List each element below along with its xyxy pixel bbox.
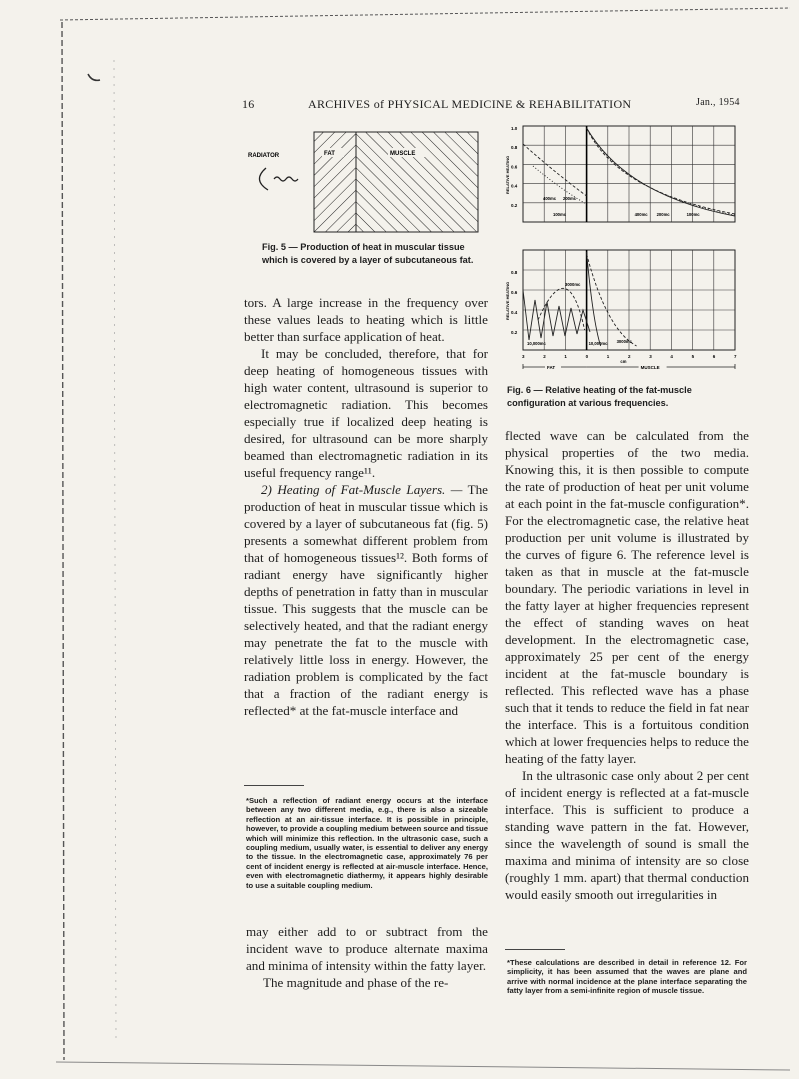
curve-muscle-200mc	[587, 128, 735, 215]
series-label: 10,000mc	[527, 341, 546, 346]
y-tick-label: 0.4	[511, 310, 518, 315]
paragraph: flected wave can be calculated from the physical properties of the two media. Knowing this, it is then possible to compute the rate of production of heat per unit volume at each point in the fat-muscle configuration*. For the electromagnetic case, the relative heat production per unit volume is illustrated by the curves of figure 6. The reference level is taken as that in muscle at the fat-muscle boundary. The periodic variations in level in the fatty layer at higher frequencies represent the effect of standing waves on heat development. In the electromagnetic case, approximately 25 per cent of the energy incident at the fat-muscle boundary is reflected. This reflected wave has a phase such that it tends to reduce the field in fat near the interface. This is a fortuitous condition which at lower frequencies helps to reduce the heating of the fatty layer.	[505, 428, 749, 766]
figure-6-chart	[503, 122, 749, 384]
paragraph: It may be concluded, therefore, that for deep heating of homogeneous tissues with high water content, ultrasound is superior to electromagnetic radiation. This becomes especially true if localized deep heating is desired, for ultrasound can be more sharply beamed than electromagnetic radiation in its useful frequency range¹¹.	[244, 346, 488, 480]
x-tick-label: 1	[606, 354, 610, 359]
paragraph: tors. A large increase in the frequency over these values leads to heating which is little better than surface application of heat.	[244, 295, 488, 344]
curve-10000mc-fat	[523, 290, 590, 340]
series-label: 400mc	[634, 212, 648, 217]
left-column	[244, 294, 488, 719]
label-radiator: RADIATOR	[248, 153, 280, 159]
x-tick-label: 2	[628, 354, 631, 359]
label-muscle: MUSCLE	[390, 151, 416, 157]
series-label: 100mc	[553, 212, 567, 217]
figure-5-diagram	[248, 128, 488, 238]
wave-icon	[274, 177, 298, 181]
paragraph: may either add to or subtract from the incident wave to produce alternate maxima and minima of intensity within the fatty layer.	[246, 924, 488, 973]
curve-10000mc-muscle	[587, 252, 601, 346]
page-number: 16	[242, 97, 255, 111]
curve-200mc	[533, 166, 587, 204]
y-tick-label: 0.2	[511, 330, 518, 335]
y-axis-label: RELATIVE HEATING	[505, 155, 510, 194]
section-heading: 2) Heating of Fat-Muscle Layers. —	[261, 482, 463, 497]
issue-date: Jan., 1954	[696, 97, 740, 108]
footnote-rule	[244, 785, 304, 786]
figure-6	[503, 122, 749, 384]
y-tick-label: 0.4	[511, 183, 518, 189]
y-tick-label: 0.2	[511, 202, 518, 208]
label-fat: FAT	[324, 151, 335, 157]
series-label: 3000mc	[616, 339, 632, 344]
curve-muscle-400mc	[587, 128, 735, 214]
x-tick-label: 2	[543, 354, 546, 359]
series-label: 3000mc	[565, 282, 581, 287]
x-tick-label: 0	[585, 354, 589, 359]
x-tick-label: 6	[712, 354, 716, 359]
x-tick-label: 7	[734, 354, 737, 359]
running-head	[242, 97, 742, 113]
paragraph	[244, 481, 488, 719]
figure-5	[248, 128, 488, 238]
paragraph: The magnitude and phase of the re-	[263, 975, 449, 990]
left-footnote: *Such a reflection of radiant energy occurs at the interface between any two different media, e.g., there is also a sizeable reflection at an air-tissue interface. It is possible in principle, however, to provide a coupling medium between source and tissue which will minimize this reflection. In the ultrasonic case, such a coupling medium, usually water, is essential to deliver any energy to the tissue. In the electromagnetic case, approximately 76 per cent of incident energy is reflected at air-muscle interface. Hence, even with electromagnetic diathermy, it appears highly desirable to use a suitable coupling medium.	[246, 796, 488, 890]
paragraph: In the ultrasonic case only about 2 per cent of incident energy is reflected at a fat-muscle interface. This is sufficient to produce a standing wave pattern in the fat. However, since the wavelength of sound is small the maxima and minima of intensity are so close (roughly 1 mm. apart) that thermal conduction would easily smooth out irregularities in	[505, 768, 749, 902]
journal-title: ARCHIVES of PHYSICAL MEDICINE & REHABILITATION	[308, 97, 632, 111]
y-tick-label: 0.6	[511, 164, 518, 170]
muscle-label: MUSCLE	[640, 365, 660, 370]
fat-layer	[314, 132, 356, 232]
curve-400mc	[523, 144, 587, 196]
muscle-layer	[356, 132, 478, 232]
x-tick-label: 5	[691, 354, 695, 359]
x-tick-label: 1	[564, 354, 567, 359]
series-label: 200mc	[563, 196, 577, 201]
y-axis-label: RELATIVE HEATING	[505, 281, 510, 320]
curve-3000mc-fat	[538, 288, 585, 330]
fat-label: FAT	[547, 365, 556, 370]
y-tick-label: 1.0	[511, 126, 518, 131]
y-tick-label: 0.8	[511, 145, 518, 151]
x-tick-label: 4	[670, 354, 673, 359]
series-label: 10,000mc	[588, 341, 608, 346]
x-tick-label: 3	[649, 354, 652, 359]
y-tick-label: 0.8	[511, 270, 518, 275]
series-label: 200mc	[656, 212, 670, 217]
x-unit-label: cm	[620, 359, 627, 364]
series-label: 100mc	[686, 212, 700, 217]
figure-6-caption: Fig. 6 — Relative heating of the fat-muscle configuration at various frequencies.	[507, 385, 692, 408]
paragraph-text: The production of heat in muscular tissue which is covered by a layer of subcutaneous fat (fig. 5) presents a somewhat different problem from that of homogeneous tissues¹². Both forms of radiant energy have significantly higher depths of penetration in fatty than in muscular tissue. This suggests that the muscle can be selectively heated, and that the radiant energy may penetrate the fat to the muscle with relatively little loss in energy. However, the radiation problem is complicated by the fact that a fraction of the radiant energy is reflected* at the fat-muscle interface and	[244, 482, 488, 718]
series-label: 400mc	[543, 196, 557, 201]
left-column-bottom	[246, 923, 488, 991]
right-column	[505, 427, 749, 903]
footnote-rule-right	[505, 949, 565, 950]
radiator-icon	[259, 168, 268, 190]
y-tick-label: 0.6	[511, 290, 518, 295]
figure-5-caption: Fig. 5 — Production of heat in muscular tissue which is covered by a layer of subcutaneous fat.	[262, 242, 474, 265]
x-tick-label: 3	[522, 354, 525, 359]
right-footnote: *These calculations are described in detail in reference 12. For simplicity, it has been assumed that the waves are plane and arrive with normal incidence at the plane interface separating the fatty layer from a semi-infinite region of muscle tissue.	[507, 958, 747, 996]
